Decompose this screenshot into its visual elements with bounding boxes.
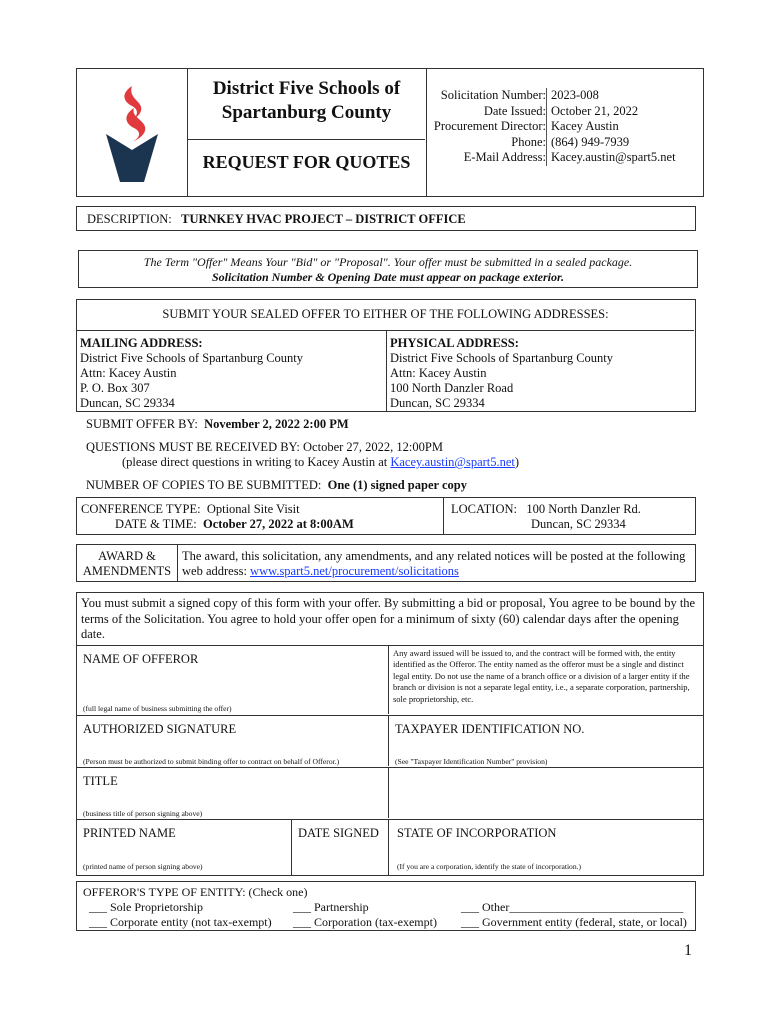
info-row [426,150,676,166]
info-row [426,104,676,120]
questions-line2 [86,455,519,470]
logo-mark-icon [80,72,184,192]
award-entity-note: Any award issued will be issued to, and the contract will be formed with, the entity identified as the Offeror. The entity named as the offeror must be a single and distinct legal entity. Do not use the name of a branch office or a division of a larger entity if the branch or division is not a separate legal entity, i.e., a separate corporation, partnership, sole proprietorship, etc. [388,646,703,714]
entity-heading: OFFEROR'S TYPE OF ENTITY: (Check one) [83,885,308,899]
info-row [426,119,676,135]
state-note: (If you are a corporation, identify the state of incorporation.) [397,862,582,871]
entity-option-government[interactable]: ___ Government entity (federal, state, or local) [461,914,687,929]
info-value: Kacey.austin@spart5.net [546,150,676,166]
addresses-box [76,299,696,412]
location-label: LOCATION: [451,502,517,516]
physical-title: PHYSICAL ADDRESS: [390,336,519,350]
award-label-line1: AWARD & [98,549,156,563]
questions-line1: QUESTIONS MUST BE RECEIVED BY: October 27, 2022, 12:00PM [86,440,443,454]
addresses-heading: SUBMIT YOUR SEALED OFFER TO EITHER OF THE FOLLOWING ADDRESSES: [77,300,694,331]
date-signed-field[interactable] [296,842,384,870]
physical-line: Duncan, SC 29334 [390,396,485,410]
district-logo [80,72,184,192]
info-label: Phone: [511,134,546,149]
conference-box [76,497,696,535]
offer-form [76,592,704,876]
tin-note: (See "Taxpayer Identification Number" provision) [395,757,548,766]
info-label: Procurement Director: [433,119,546,133]
award-url-link[interactable]: www.spart5.net/procurement/solicitations [250,564,459,578]
info-label: Date Issued: [483,103,546,118]
copies-value: One (1) signed paper copy [327,478,467,492]
award-web-label: web address: [182,564,251,578]
page-number: 1 [684,942,692,959]
tin-field[interactable] [395,735,695,753]
entity-option-other[interactable]: ___ Other_____________________________ [461,900,684,914]
state-label: STATE OF INCORPORATION [397,826,557,840]
entity-type-box [76,881,696,931]
description-box [76,206,696,231]
title-note: (business title of person signing above) [83,809,203,818]
conference-datetime-value: October 27, 2022 at 8:00AM [202,517,354,531]
printed-name-note: (printed name of person signing above) [83,862,203,871]
date-signed-label: DATE SIGNED [298,826,379,840]
tin-label: TAXPAYER IDENTIFICATION NO. [395,722,585,736]
entity-option-sole-proprietorship[interactable]: ___ Sole Proprietorship [89,900,203,914]
mailing-line: P. O. Box 307 [80,381,150,395]
entity-option-partnership[interactable]: ___ Partnership [293,900,369,914]
physical-line: 100 North Danzler Road [390,381,514,395]
mailing-address [80,336,303,411]
offeror-name-note: (full legal name of business submitting the offer) [83,704,232,713]
copies-label: NUMBER OF COPIES TO BE SUBMITTED: [86,478,322,492]
mailing-line: Duncan, SC 29334 [80,396,175,410]
submit-by [86,417,349,432]
questions-text-end: ) [514,455,520,469]
conference-type-label: CONFERENCE TYPE: [81,502,201,516]
physical-line: Attn: Kacey Austin [390,366,487,380]
entity-option-tax-exempt[interactable]: ___ Corporation (tax-exempt) [293,914,437,929]
mailing-title: MAILING ADDRESS: [80,336,203,350]
title-blank-cell [388,768,703,818]
offeror-name-field[interactable] [83,666,383,696]
description-value: TURNKEY HVAC PROJECT – DISTRICT OFFICE [181,212,466,226]
district-name-line2: Spartanburg County [221,102,392,123]
solicitation-info [426,69,703,196]
district-name-line1: District Five Schools of [212,78,401,99]
location-line2: Duncan, SC 29334 [531,517,626,531]
form-intro: You must submit a signed copy of this form with your offer. By submitting a bid or proposal, You agree to be bound by the terms of the Solicitation. You agree to hold your offer open for a minimum of sixty (60) calendar days after the opening date. [77,593,703,646]
mailing-line: District Five Schools of Spartanburg County [80,351,304,365]
entity-option-corporate[interactable]: ___ Corporate entity (not tax-exempt) [89,914,272,929]
questions-text: (please direct questions in writing to Kacey Austin at [122,455,391,469]
title-label: TITLE [83,774,118,788]
title-panel [187,69,426,196]
signature-field[interactable] [83,735,383,753]
printed-name-field[interactable] [83,840,283,858]
offer-note-box [78,250,698,288]
offer-note-line2: Solicitation Number & Opening Date must appear on package exterior. [211,270,564,284]
info-row [426,135,676,151]
info-value: (864) 949-7939 [546,135,629,151]
conference-datetime-label: DATE & TIME: [115,517,197,531]
info-label: Solicitation Number: [440,88,546,102]
info-value: October 21, 2022 [546,104,638,120]
info-value: Kacey Austin [546,119,619,135]
info-label: E-Mail Address: [463,150,546,164]
award-label-line2: AMENDMENTS [82,564,172,578]
printed-name-label: PRINTED NAME [83,826,176,840]
district-name [188,77,425,125]
submit-by-label: SUBMIT OFFER BY: [86,417,198,431]
description-label: DESCRIPTION: [87,212,172,226]
offeror-name-label: NAME OF OFFEROR [83,652,199,666]
document-type: REQUEST FOR QUOTES [202,152,411,172]
submit-by-value: November 2, 2022 2:00 PM [204,417,349,431]
award-box [76,544,696,582]
offer-note-line1: The Term "Offer" Means Your "Bid" or "Proposal". Your offer must be submitted in a sealed package. [143,255,633,269]
physical-line: District Five Schools of Spartanburg County [390,351,614,365]
info-row [426,88,676,104]
mailing-line: Attn: Kacey Austin [80,366,177,380]
signature-label: AUTHORIZED SIGNATURE [83,722,237,736]
conference-type-value: Optional Site Visit [206,502,300,516]
physical-address [386,331,694,411]
questions-deadline [86,440,519,470]
award-text: The award, this solicitation, any amendments, and any related notices will be posted at the following [182,549,686,563]
info-value: 2023-008 [546,88,599,104]
copies-required [86,478,467,493]
title-field[interactable] [83,787,383,805]
header-box [76,68,704,197]
location-line1: 100 North Danzler Rd. [526,502,641,516]
signature-note: (Person must be authorized to submit binding offer to contract on behalf of Offeror.) [83,757,340,766]
state-field[interactable] [395,840,695,858]
questions-email-link[interactable]: Kacey.austin@spart5.net [390,455,515,469]
